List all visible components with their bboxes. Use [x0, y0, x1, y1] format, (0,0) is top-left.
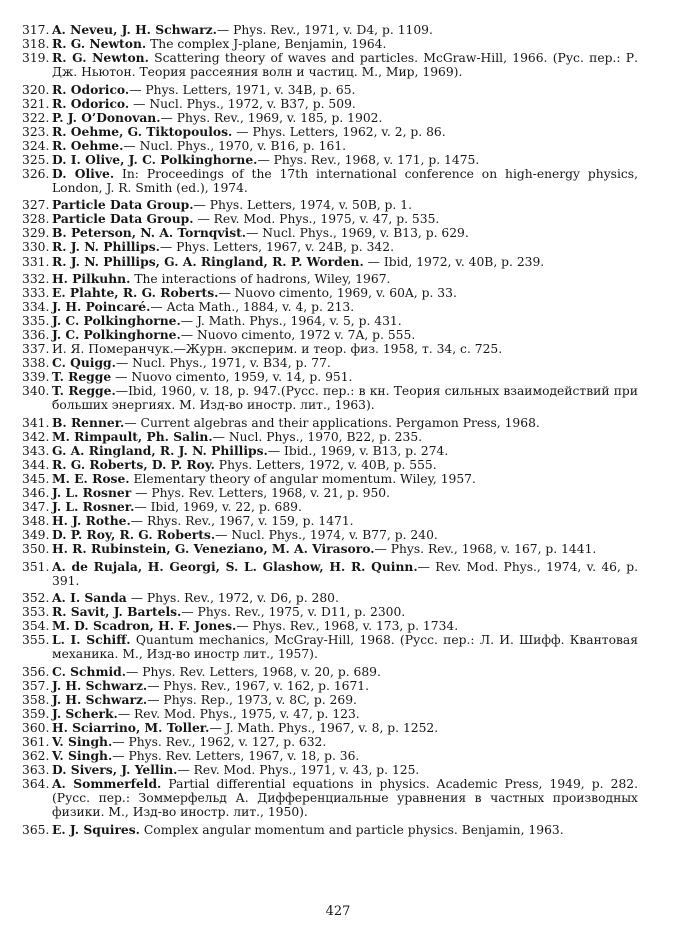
reference-authors: D. Sivers, J. Yellin. [52, 762, 178, 778]
reference-number: 322. [22, 110, 50, 125]
reference-entry [22, 591, 638, 605]
reference-text: — Nucl. Phys., 1970, B22, p. 235. [212, 429, 423, 444]
reference-entry [22, 458, 638, 472]
reference-body [52, 735, 638, 749]
reference-number: 353. [22, 605, 50, 620]
reference-text: — Phys. Rev. Letters, 1968, v. 21, p. 950. [131, 486, 391, 501]
reference-entry [22, 83, 638, 97]
reference-number: 337. [22, 342, 50, 357]
reference-number: 363. [22, 763, 50, 778]
reference-entry [22, 153, 638, 167]
reference-body [52, 823, 638, 837]
reference-authors: C. Quigg. [52, 355, 116, 371]
reference-entry [22, 619, 638, 633]
reference-text: — Current algebras and their applications. Pergamon Press, 1968. [124, 415, 540, 430]
reference-entry [22, 665, 638, 679]
reference-text: — Phys. Rev., 1968, v. 167, p. 1441. [374, 542, 597, 557]
reference-body [52, 721, 638, 735]
reference-entry [22, 735, 638, 749]
reference-authors: R. G. Newton. [52, 36, 147, 52]
reference-text: — Nucl. Phys., 1972, v. B37, p. 509. [129, 96, 356, 111]
reference-text: — Phys. Rev. Letters, 1967, v. 18, p. 36. [112, 749, 360, 764]
reference-number: 323. [22, 124, 50, 139]
reference-entry [22, 486, 638, 500]
reference-number: 356. [22, 664, 50, 679]
reference-text: — Phys. Letters, 1962, v. 2, p. 86. [232, 124, 446, 139]
reference-entry [22, 139, 638, 153]
reference-text: — Nucl. Phys., 1969, v. B13, p. 629. [246, 226, 469, 241]
reference-entry [22, 226, 638, 240]
reference-text: Phys. Letters, 1972, v. 40B, p. 555. [214, 457, 437, 472]
reference-text: — J. Math. Phys., 1964, v. 5, p. 431. [180, 314, 402, 329]
reference-entry [22, 125, 638, 139]
reference-body [52, 226, 638, 240]
reference-text: — Ibid., 1969, v. B13, p. 274. [267, 443, 449, 458]
reference-authors: R. Savit, J. Bartels. [52, 604, 182, 620]
reference-entry [22, 560, 638, 588]
reference-entry [22, 370, 638, 384]
reference-text: Elementary theory of angular momentum. Wiley, 1957. [129, 472, 476, 487]
reference-text: — Nuovo cimento, 1959, v. 14, p. 951. [111, 370, 353, 385]
reference-text: — Rev. Mod. Phys., 1975, v. 47, p. 123. [117, 706, 360, 721]
reference-entry [22, 528, 638, 542]
reference-text: — Phys. Rev., 1967, v. 162, p. 1671. [147, 678, 370, 693]
reference-body [52, 23, 638, 37]
reference-text: — Ibid, 1972, v. 40B, p. 239. [363, 254, 545, 269]
reference-body [52, 384, 638, 412]
reference-number: 326. [22, 166, 50, 181]
reference-authors: H. R. Rubinstein, G. Veneziano, M. A. Virasoro. [52, 541, 375, 557]
reference-authors: A. Sommerfeld. [52, 776, 162, 792]
reference-body [52, 763, 638, 777]
reference-text: — Rev. Mod. Phys., 1971, v. 43, p. 125. [177, 763, 420, 778]
reference-authors: R. J. N. Phillips, G. A. Ringland, R. P. Worden. [52, 253, 364, 269]
reference-authors: J. H. Schwarz. [52, 677, 148, 693]
reference-body [52, 542, 638, 556]
reference-body [52, 679, 638, 693]
reference-body [52, 514, 638, 528]
reference-body [52, 528, 638, 542]
reference-text: И. Я. Померанчук.—Журн. эксперим. и теор. физ. 1958, т. 34, с. 725. [52, 342, 503, 357]
reference-entry [22, 328, 638, 342]
reference-entry [22, 240, 638, 254]
reference-body [52, 139, 638, 153]
reference-authors: M. E. Rose. [52, 471, 130, 487]
reference-text: Scattering theory of waves and particles. McGraw-Hill, 1966. (Рус. пер.: Р. Дж. Ньютон. Теория рассеяния волн и частиц. М., Мир, 1969). [52, 51, 638, 80]
reference-authors: M. D. Scadron, H. F. Jones. [52, 618, 237, 634]
reference-authors: H. J. Rothe. [52, 513, 131, 529]
reference-entry [22, 37, 638, 51]
reference-body [52, 633, 638, 661]
reference-authors: E. Plahte, R. G. Roberts. [52, 285, 219, 301]
reference-entry [22, 167, 638, 195]
reference-text: Complex angular momentum and particle physics. Benjamin, 1963. [139, 822, 564, 837]
reference-entry [22, 286, 638, 300]
reference-authors: T. Regge. [52, 383, 116, 399]
reference-text: — Phys. Rep., 1973, v. 8C, p. 269. [147, 692, 357, 707]
reference-authors: R. J. N. Phillips. [52, 239, 160, 255]
reference-text: Quantum mechanics, McGray-Hill, 1968. (Русс. пер.: Л. И. Шифф. Квантовая механика. М., Изд-во иностр лит., 1957). [52, 633, 638, 662]
reference-text: — Phys. Letters, 1967, v. 24B, p. 342. [159, 240, 394, 255]
reference-authors: D. P. Roy, R. G. Roberts. [52, 527, 216, 543]
reference-authors: Particle Data Group. [52, 211, 194, 227]
reference-number: 349. [22, 528, 50, 543]
reference-authors: J. Scherk. [52, 705, 118, 721]
reference-text: — Rev. Mod. Phys., 1974, v. 46, p. 391. [52, 559, 638, 588]
reference-authors: A. I. Sanda [52, 590, 127, 606]
reference-number: 324. [22, 138, 50, 153]
reference-body [52, 272, 638, 286]
reference-number: 332. [22, 271, 50, 286]
reference-text: —Ibid, 1960, v. 18, p. 947.(Русс. пер.: в кн. Теория сильных взаимодействий при больших энергиях. М. Изд-во иностр. лит., 1963). [52, 384, 638, 413]
reference-authors: H. Pilkuhn. [52, 270, 131, 286]
reference-entry [22, 198, 638, 212]
reference-authors: R. Oehme, G. Tiktopoulos. [52, 123, 233, 139]
reference-number: 317. [22, 23, 50, 37]
reference-entry [22, 356, 638, 370]
reference-body [52, 472, 638, 486]
reference-number: 361. [22, 735, 50, 750]
reference-authors: V. Singh. [52, 734, 113, 750]
reference-authors: E. J. Squires. [52, 821, 140, 837]
reference-body [52, 356, 638, 370]
reference-authors: T. Regge [52, 369, 112, 385]
reference-body [52, 500, 638, 514]
reference-entry [22, 51, 638, 79]
reference-entry [22, 23, 638, 37]
reference-body [52, 255, 638, 269]
reference-body [52, 749, 638, 763]
reference-number: 334. [22, 300, 50, 315]
reference-body [52, 125, 638, 139]
reference-number: 365. [22, 822, 50, 837]
reference-entry [22, 500, 638, 514]
reference-number: 359. [22, 706, 50, 721]
reference-entry [22, 272, 638, 286]
reference-number: 330. [22, 240, 50, 255]
reference-number: 328. [22, 212, 50, 227]
reference-text: — Phys. Rev., 1975, v. D11, p. 2300. [181, 605, 406, 620]
reference-number: 331. [22, 254, 50, 269]
reference-text: The interactions of hadrons, Wiley, 1967. [130, 271, 391, 286]
reference-body [52, 37, 638, 51]
reference-entry [22, 514, 638, 528]
reference-number: 327. [22, 198, 50, 213]
reference-number: 362. [22, 749, 50, 764]
reference-number: 350. [22, 542, 50, 557]
reference-body [52, 111, 638, 125]
reference-entry [22, 430, 638, 444]
reference-entry [22, 633, 638, 661]
page-number: 427 [325, 904, 351, 919]
reference-authors: D. Olive. [52, 165, 115, 181]
reference-entry [22, 721, 638, 735]
reference-body [52, 693, 638, 707]
reference-text: — Phys. Letters, 1971, v. 34B, p. 65. [129, 82, 356, 97]
reference-number: 360. [22, 720, 50, 735]
reference-authors: A. de Rujala, H. Georgi, S. L. Glashow, H. R. Quinn. [52, 558, 418, 574]
reference-text: — Acta Math., 1884, v. 4, p. 213. [150, 300, 355, 315]
reference-body [52, 83, 638, 97]
reference-number: 352. [22, 591, 50, 606]
reference-authors: J. C. Polkinghorne. [52, 327, 181, 343]
reference-text: — Phys. Rev., 1962, v. 127, p. 632. [112, 735, 327, 750]
reference-number: 318. [22, 37, 50, 52]
reference-number: 321. [22, 96, 50, 111]
reference-body [52, 328, 638, 342]
reference-authors: J. H. Poincaré. [52, 299, 151, 315]
reference-entry [22, 777, 638, 819]
reference-body [52, 665, 638, 679]
reference-number: 325. [22, 152, 50, 167]
reference-text: — Phys. Rev., 1971, v. D4, p. 1109. [216, 23, 433, 37]
reference-number: 351. [22, 559, 50, 574]
reference-entry [22, 605, 638, 619]
reference-text: — Nucl. Phys., 1971, v. B34, p. 77. [115, 356, 331, 371]
reference-text: — Phys. Rev., 1972, v. D6, p. 280. [126, 591, 339, 606]
reference-entry [22, 342, 638, 356]
reference-text: The complex J-plane, Benjamin, 1964. [146, 37, 387, 52]
reference-entry [22, 693, 638, 707]
reference-text: — Nucl. Phys., 1974, v. B77, p. 240. [215, 528, 438, 543]
reference-body [52, 619, 638, 633]
reference-body [52, 97, 638, 111]
reference-number: 342. [22, 429, 50, 444]
reference-entry [22, 314, 638, 328]
reference-authors: R. Odorico. [52, 81, 130, 97]
reference-text: — Rev. Mod. Phys., 1975, v. 47, p. 535. [193, 212, 440, 227]
reference-text: — Rhys. Rev., 1967, v. 159, p. 1471. [130, 514, 354, 529]
reference-entry [22, 212, 638, 226]
reference-entry [22, 97, 638, 111]
reference-list [22, 23, 638, 837]
reference-body [52, 430, 638, 444]
reference-number: 340. [22, 384, 50, 399]
reference-entry [22, 763, 638, 777]
reference-text: — Nuovo cimento, 1972 v. 7A, p. 555. [180, 328, 416, 343]
reference-body [52, 370, 638, 384]
reference-text: — Phys. Rev. Letters, 1968, v. 20, p. 689. [126, 664, 381, 679]
reference-number: 339. [22, 370, 50, 385]
reference-authors: R. G. Roberts, D. P. Roy. [52, 456, 215, 472]
reference-body [52, 591, 638, 605]
reference-entry [22, 111, 638, 125]
reference-text: Partial differential equations in physics. Academic Press, 1949, p. 282. (Русс. пер.: Зоммерфельд А. Дифференциальные уравнения в частных производных физики. М., Изд-во иностр. лит., 1950). [52, 777, 638, 820]
reference-authors: P. J. O’Donovan. [52, 109, 161, 125]
reference-number: 358. [22, 692, 50, 707]
reference-authors: V. Singh. [52, 748, 113, 764]
reference-entry [22, 300, 638, 314]
reference-body [52, 300, 638, 314]
reference-number: 364. [22, 777, 50, 792]
reference-body [52, 240, 638, 254]
reference-body [52, 458, 638, 472]
reference-text: — Phys. Rev., 1968, v. 173, p. 1734. [236, 619, 459, 634]
reference-text: — Phys. Rev., 1968, v. 171, p. 1475. [257, 152, 480, 167]
reference-body [52, 286, 638, 300]
reference-body [52, 167, 638, 195]
reference-authors: R. Odorico. [52, 95, 130, 111]
reference-authors: M. Rimpault, Ph. Salin. [52, 428, 213, 444]
reference-body [52, 777, 638, 819]
reference-body [52, 444, 638, 458]
reference-authors: D. I. Olive, J. C. Polkinghorne. [52, 151, 258, 167]
reference-body [52, 416, 638, 430]
reference-authors: B. Renner. [52, 414, 125, 430]
reference-number: 343. [22, 443, 50, 458]
reference-number: 354. [22, 619, 50, 634]
reference-entry [22, 823, 638, 837]
reference-entry [22, 255, 638, 269]
reference-body [52, 707, 638, 721]
reference-authors: H. Sciarrino, M. Toller. [52, 719, 210, 735]
reference-entry [22, 707, 638, 721]
reference-number: 355. [22, 633, 50, 648]
reference-number: 341. [22, 415, 50, 430]
reference-body [52, 314, 638, 328]
reference-entry [22, 542, 638, 556]
reference-text: — Nucl. Phys., 1970, v. B16, p. 161. [123, 138, 347, 153]
reference-authors: R. G. Newton. [52, 50, 149, 66]
reference-authors: A. Neveu, J. H. Schwarz. [52, 22, 217, 37]
reference-body [52, 153, 638, 167]
reference-number: 338. [22, 356, 50, 371]
reference-authors: G. A. Ringland, R. J. N. Phillips. [52, 442, 268, 458]
reference-number: 344. [22, 457, 50, 472]
reference-authors: L. I. Schiff. [52, 632, 131, 648]
reference-entry [22, 679, 638, 693]
reference-entry [22, 749, 638, 763]
reference-body [52, 560, 638, 588]
reference-number: 347. [22, 500, 50, 515]
reference-number: 346. [22, 486, 50, 501]
reference-authors: J. H. Schwarz. [52, 691, 148, 707]
reference-body [52, 198, 638, 212]
reference-body [52, 51, 638, 79]
reference-authors: Particle Data Group. [52, 197, 194, 213]
reference-text: — Phys. Letters, 1974, v. 50B, p. 1. [193, 198, 412, 213]
reference-number: 319. [22, 51, 50, 66]
reference-text: — Nuovo cimento, 1969, v. 60A, p. 33. [218, 286, 457, 301]
reference-body [52, 212, 638, 226]
reference-authors: B. Peterson, N. A. Tornqvist. [52, 225, 247, 241]
reference-entry [22, 384, 638, 412]
reference-number: 345. [22, 472, 50, 487]
reference-authors: J. C. Polkinghorne. [52, 313, 181, 329]
reference-number: 357. [22, 678, 50, 693]
reference-body [52, 342, 638, 356]
reference-number: 348. [22, 514, 50, 529]
reference-entry [22, 472, 638, 486]
reference-entry [22, 444, 638, 458]
reference-authors: J. L. Rosner. [52, 499, 135, 515]
reference-authors: J. L. Rosner [52, 485, 132, 501]
reference-text: — Phys. Rev., 1969, v. 185, p. 1902. [160, 110, 383, 125]
reference-number: 335. [22, 314, 50, 329]
reference-entry [22, 416, 638, 430]
reference-number: 329. [22, 226, 50, 241]
reference-number: 320. [22, 82, 50, 97]
reference-text: In: Proceedings of the 17th international conference on high-energy physics, London, J. R. Smith (ed.), 1974. [52, 166, 639, 195]
reference-number: 333. [22, 286, 50, 301]
reference-authors: C. Schmid. [52, 663, 127, 679]
reference-text: — Ibid, 1969, v. 22, p. 689. [134, 500, 302, 515]
reference-text: — J. Math. Phys., 1967, v. 8, p. 1252. [209, 720, 439, 735]
reference-number: 336. [22, 328, 50, 343]
reference-body [52, 486, 638, 500]
reference-authors: R. Oehme. [52, 137, 124, 153]
reference-body [52, 605, 638, 619]
